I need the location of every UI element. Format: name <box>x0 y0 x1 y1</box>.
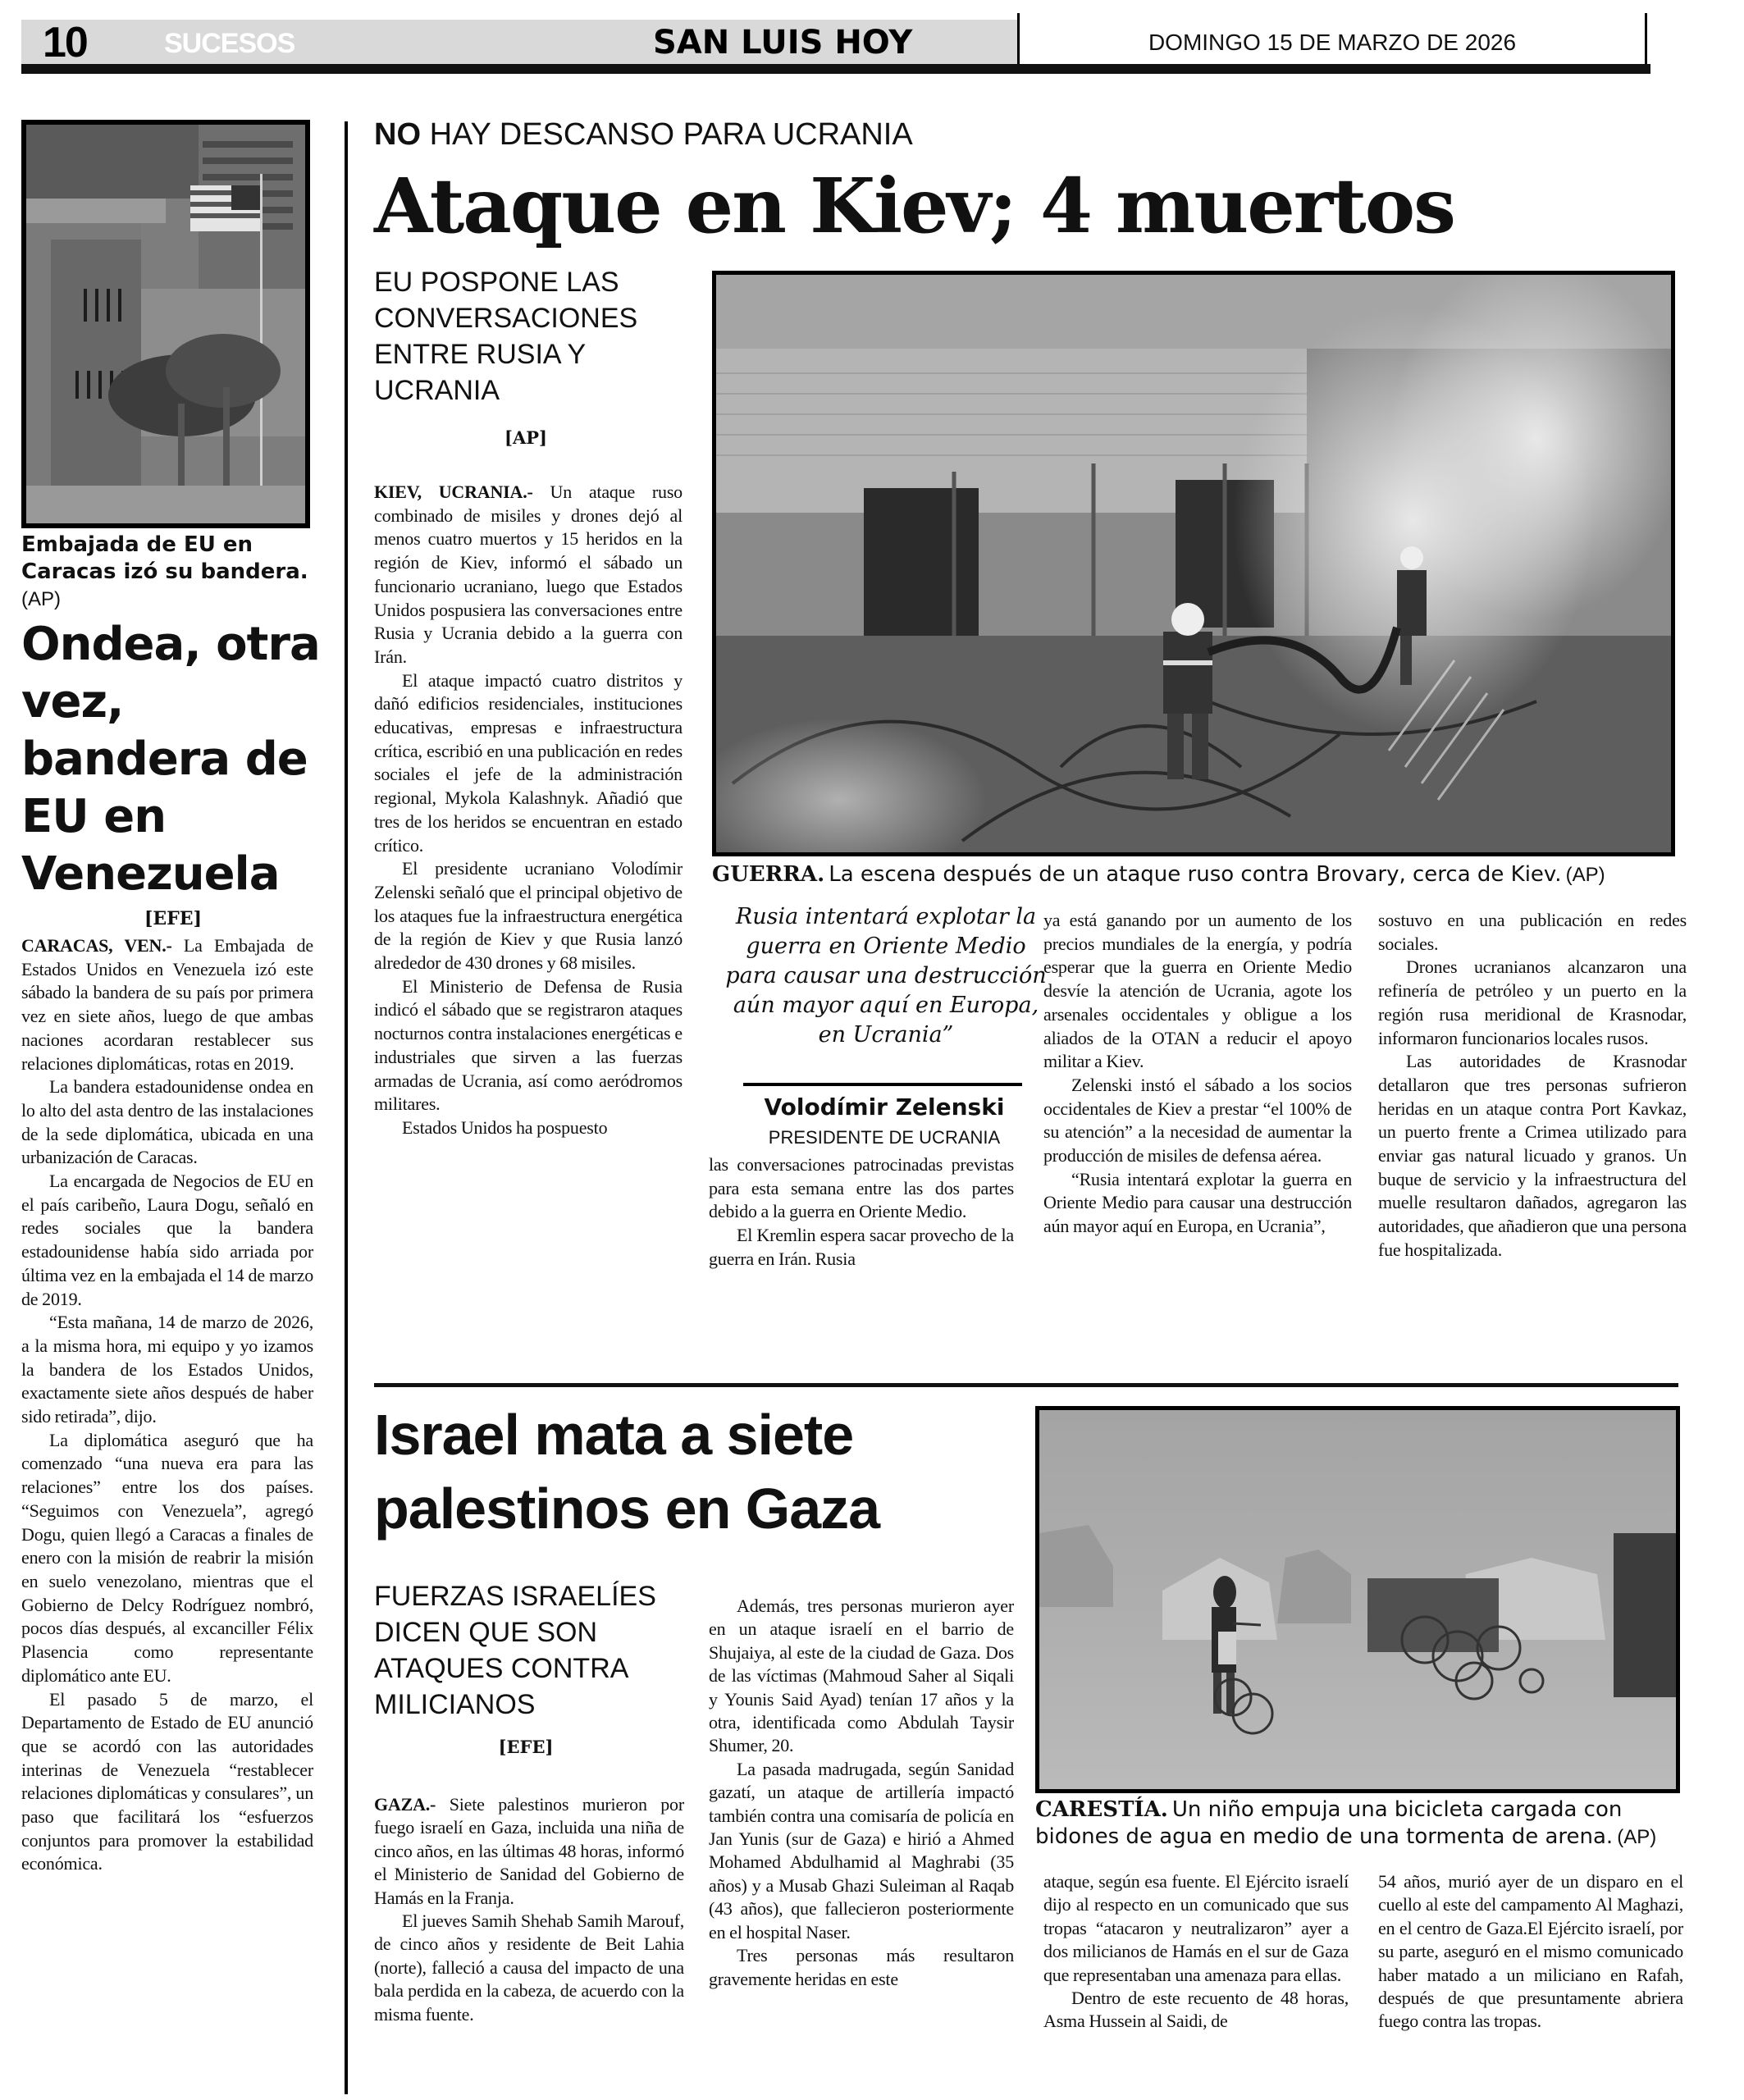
pull-quote: Rusia intentará explotar la guerra en Oriente Medio para causar una destrucción aún mayor aquí en Europa, en Ucrania” <box>725 904 1047 1048</box>
caption-source: (AP) <box>21 588 61 610</box>
paragraph: La diplomática aseguró que ha comenzado “una nueva era para las relaciones” entre los dos países. “Seguimos con Venezuela”, agregó Dogu, quien llegó a Caracas a finales de enero con la misión de reabrir la misión en suelo venezolano, mientras que el Gobierno de Delcy Rodríguez nombró, pocos días después, al excanciller Félix Plasencia como representante diplomático ante EU. <box>21 1429 313 1686</box>
dateline: GAZA.- <box>374 1794 436 1815</box>
story-headline: Ondea, otra vez, bandera de EU en Venezuela <box>21 618 320 901</box>
paragraph: Un ataque ruso combinado de misiles y drones dejó al menos cuatro muertos y 15 heridos en la región de Kiev, informó el sábado un funcionario ucraniano, luego que Estados Unidos pospusiera las conversaciones entre Rusia y Ucrania debido a la guerra con Irán. <box>374 482 683 667</box>
section-name: SUCESOS <box>164 28 295 59</box>
caption-text: La escena después de un ataque ruso contra Brovary, cerca de Kiev. <box>829 862 1562 887</box>
story-headline: Israel mata a siete palestinos en Gaza <box>374 1403 880 1541</box>
paragraph: La bandera estadounidense ondea en lo alto del asta dentro de las instalaciones de la sede diplomática, ubicada en una urbanización de Caracas. <box>21 1076 313 1168</box>
caption-label: CARESTÍA. <box>1035 1797 1168 1822</box>
paragraph: El ataque impactó cuatro distritos y dañó edificios residenciales, instituciones educativas, empresas e infraestructura crítica, escribió en una publicación en redes sociales el jefe de la administración regional, Mykola Kalashnyk. Añadió que tres de los heridos se encuentran en estado crítico. <box>374 669 683 856</box>
paragraph: ataque, según esa fuente. El Ejército israelí dijo al respecto en un comunicado que sus tropas “atacaron y neutralizaron” ayer a dos milicianos de Hamás en el sur de Gaza que representaban una amenaza para ellas. <box>1043 1871 1349 1985</box>
paragraph: El pasado 5 de marzo, el Departamento de Estado de EU anunció que se acordó con las autoridades interinas de Venezuela “restablecer relaciones diplomáticas y consulares”, un paso que facilitará los “esfuerzos conjuntos para promover la estabilidad económica. <box>21 1688 313 1874</box>
dateline: KIEV, UCRANIA.- <box>374 482 533 502</box>
paragraph: las conversaciones patrocinadas previstas para esta semana entre las dos partes debido a la guerra en Oriente Medio. <box>709 1154 1014 1222</box>
story-subhead: FUERZAS ISRAELÍES DICEN QUE SON ATAQUES CONTRA MILICIANOS <box>374 1581 656 1720</box>
caption-source: (AP) <box>1617 1826 1657 1848</box>
paragraph: Siete palestinos murieron por fuego israelí en Gaza, incluida una niña de cinco años, en las últimas 48 horas, informó el Ministerio de Sanidad del Gobierno de Hamás en la Franja. <box>374 1794 684 1908</box>
paragraph: El presidente ucraniano Volodímir Zelenski señaló que el principal objetivo de los ataques fue la infraestructura energética de la región de Kiev y que Rusia lanzó alrededor de 430 drones y 68 misiles. <box>374 858 683 974</box>
paragraph: El jueves Samih Shehab Samih Marouf, de cinco años y residente de Beit Lahia (norte), falleció a causa del impacto de una bala perdida en la cabeza, de acuerdo con la misma fuente. <box>374 1911 684 2025</box>
paragraph: Tres personas más resultaron gravemente heridas en este <box>709 1945 1014 1989</box>
paragraph: 54 años, murió ayer de un disparo en el cuello al este del campamento Al Maghazi, en el centro de Gaza.El Ejército israelí, por su parte, aseguró en el mismo comunicado haber matado a un miliciano en Rafah, después de que presuntamente abriera fuego contra las tropas. <box>1378 1871 1683 2032</box>
paragraph: El Kremlin espera sacar provecho de la guerra en Irán. Rusia <box>709 1225 1014 1269</box>
paragraph: La Embajada de Estados Unidos en Venezuela izó este sábado la bandera de su país por primera vez en siete años, luego de que ambas naciones acordaran restablecer sus relaciones diplomáticas, rotas en 2019. <box>21 935 313 1074</box>
story-column <box>1043 909 1352 1239</box>
newspaper-name: SAN LUIS HOY <box>653 24 913 62</box>
quote-author: Volodímir Zelenski <box>764 1093 1005 1121</box>
kicker-text: HAY DESCANSO PARA UCRANIA <box>429 117 913 152</box>
story-column <box>374 481 683 1140</box>
story-column <box>374 1793 684 2026</box>
paragraph: Además, tres personas murieron ayer en un ataque israelí en el barrio de Shujaiya, al este de la ciudad de Gaza. Dos de las víctimas (Mahmoud Saher al Siqali y Younis Said Ayad) tenían 17 años y la otra, identificada como Abdulah Taysir Shumer, 20. <box>709 1596 1014 1756</box>
story-column <box>1378 1870 1683 2034</box>
story-source: [AP] <box>504 427 547 448</box>
column-divider <box>345 121 348 2094</box>
issue-date: DOMINGO 15 DE MARZO DE 2026 <box>1148 30 1517 55</box>
paragraph: Zelenski instó el sábado a los socios occidentales de Kiev a prestar “el 100% de su atención” a la necesidad de aumentar la producción de misiles de defensa aérea. <box>1043 1074 1352 1166</box>
paragraph: La encargada de Negocios de EU en el país caribeño, Laura Dogu, señaló en redes sociales que la bandera estadounidense había sido arriada por última vez en la embajada el 14 de marzo de 2019. <box>21 1171 313 1309</box>
paragraph: Las autoridades de Krasnodar detallaron que tres personas sufrieron heridas en un ataque contra Port Kavkaz, un puerto frente a Crimea utilizado para enviar gas natural licuado y granos. Un buque de servicio y la infraestructura del muelle resultaron dañados, agregaron las autoridades, que añadieron que una persona fue hospitalizada. <box>1378 1051 1687 1260</box>
caption-text: Embajada de EU en Caracas izó su bandera. <box>21 532 308 584</box>
story-subhead: EU POSPONE LAS CONVERSACIONES ENTRE RUSIA Y UCRANIA <box>374 267 638 406</box>
photo-child-bicycle-sandstorm-icon <box>1035 1406 1680 1793</box>
paragraph: Estados Unidos ha pospuesto <box>402 1116 608 1138</box>
paragraph: “Rusia intentará explotar la guerra en Oriente Medio para causar una destrucción aún mayor aquí en Europa, en Ucrania”, <box>1043 1168 1352 1237</box>
paragraph: La pasada madrugada, según Sanidad gazatí, un ataque de artillería impactó también contra una comisaría de policía en Jan Yunis (sur de Gaza) e hirió a Ahmed Mohamed Abdulhamid al Maghrabi (35 años) y a Musab Ghazi Suleiman al Raqab (43 años), que fallecieron posteriormente en el hospital Naser. <box>709 1758 1014 1942</box>
photo-caption <box>21 532 326 613</box>
caption-text: Un niño empuja una bicicleta cargada con bidones de agua en medio de una tormenta de arena. <box>1035 1797 1623 1849</box>
main-headline: Ataque en Kiev; 4 muertos <box>374 162 1454 250</box>
caption-source: (AP) <box>1565 864 1605 886</box>
story-column <box>709 1595 1014 1991</box>
page-number: 10 <box>43 19 87 66</box>
story-separator <box>374 1383 1678 1387</box>
quote-author-title: PRESIDENTE DE UCRANIA <box>768 1127 1001 1148</box>
photo-caption <box>712 861 1713 888</box>
story-source: [EFE] <box>144 908 202 929</box>
story-column <box>1378 909 1687 1262</box>
story-body <box>21 934 313 1876</box>
story-kicker <box>374 115 913 154</box>
story-source: [EFE] <box>498 1737 554 1757</box>
photo-firefighters-rubble-icon <box>712 271 1675 856</box>
photo-embassy-flag-icon <box>21 120 310 528</box>
dateline: CARACAS, VEN.- <box>21 935 172 956</box>
paragraph: El Ministerio de Defensa de Rusia indicó el sábado que se registraron ataques nocturnos contra instalaciones energéticas e industriales que sirven a las fuerzas armadas de Ucrania, así como aeródromos militares. <box>374 975 683 1115</box>
story-column <box>709 1153 1014 1271</box>
paragraph: “Esta mañana, 14 de marzo de 2026, a la misma hora, mi equipo y yo izamos la bandera de los Estados Unidos, exactamente siete años después de haber sido retirada”, dijo. <box>21 1312 313 1427</box>
header-rule <box>21 64 1650 74</box>
quote-divider <box>743 1083 1022 1086</box>
caption-label: GUERRA. <box>712 862 825 887</box>
story-column <box>1043 1870 1349 2034</box>
photo-caption <box>1035 1796 1691 1851</box>
paragraph: Dentro de este recuento de 48 horas, Asma Hussein al Saidi, de <box>1043 1988 1349 2032</box>
paragraph: Drones ucranianos alcanzaron una refinería de petróleo y un puerto en la región rusa meridional de Krasnodar, informaron funcionarios locales rusos. <box>1378 956 1687 1048</box>
paragraph: sostuvo en una publicación en redes sociales. <box>1378 910 1687 954</box>
kicker-bold: NO <box>374 117 421 152</box>
paragraph: ya está ganando por un aumento de los precios mundiales de la energía, y podría esperar que la guerra en Oriente Medio desvíe la atención de Ucrania, agote los arsenales occidentales y obligue a los aliados de la OTAN a reducir el apoyo militar a Kiev. <box>1043 910 1352 1072</box>
